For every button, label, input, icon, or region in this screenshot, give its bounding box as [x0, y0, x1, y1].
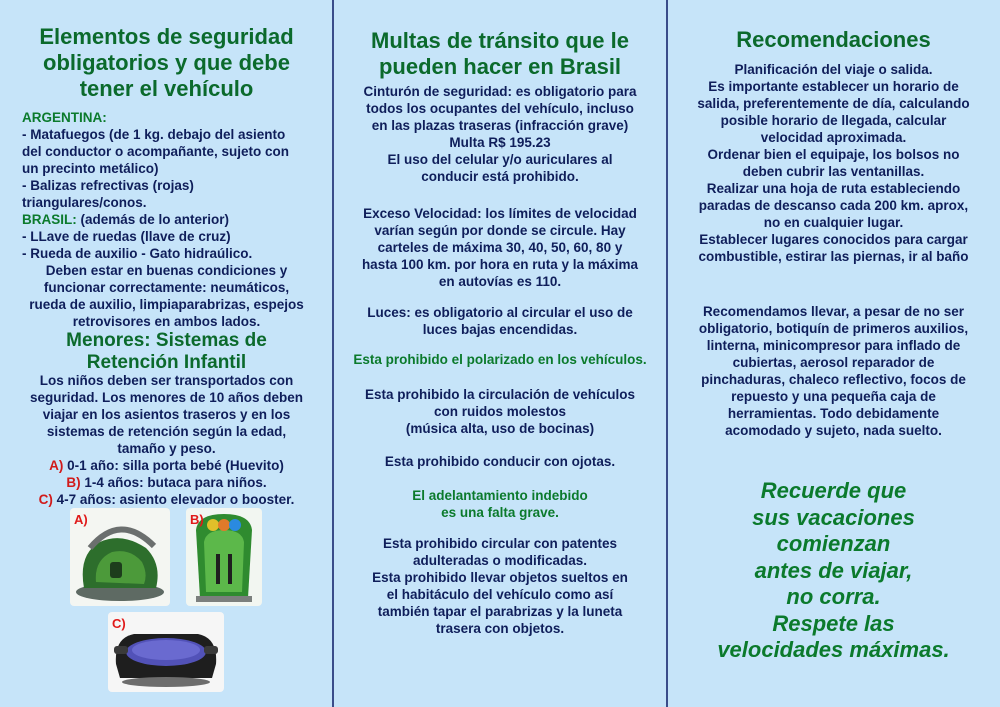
speed-line: en autovías es 110. [438, 274, 562, 289]
plates-line: también tapar el parabrizas y la luneta [377, 604, 623, 619]
overtake-paragraph [333, 487, 667, 521]
carry-line: linterna, minicompresor para inflado de [706, 338, 961, 353]
age-item-a [0, 457, 333, 474]
condition-line: rueda de auxilio, limpiaparabrizas, espejos [29, 297, 304, 312]
speed-paragraph [333, 205, 667, 290]
panel2-title-line: pueden hacer en Brasil [378, 54, 622, 79]
carry-line: cubiertas, aerosol reparador de [732, 355, 935, 370]
noise-line: Esta prohibido la circulación de vehículos [364, 387, 636, 402]
plates-line: Esta prohibido circular con patentes [382, 536, 618, 551]
argentina-line: - Balizas refrectivas (rojas) [22, 178, 194, 193]
age-letter: C) [38, 492, 53, 507]
child-seat-image [186, 508, 262, 606]
overtake-line: es una falta grave. [441, 505, 559, 520]
age-text: 4-7 años: asiento elevador o booster. [52, 492, 295, 507]
seatbelt-line: todos los ocupantes del vehículo, incluso [366, 101, 634, 116]
slogan-line: comienzan [776, 531, 891, 556]
slogan-line: velocidades máximas. [717, 637, 950, 662]
slogan-line: no corra. [786, 584, 881, 609]
carry-paragraph [667, 303, 1000, 439]
seat-label-a: A) [74, 512, 88, 527]
child-paragraph [0, 372, 333, 508]
brasil-suffix: (además de lo anterior) [76, 212, 230, 227]
condition-line: Deben estar en buenas condiciones y [45, 263, 288, 278]
phone-line: conducir está prohibido. [421, 169, 579, 184]
planning-line: no en cualquier lugar. [763, 215, 904, 230]
tint-paragraph [333, 351, 667, 368]
condition-line: funcionar correctamente: neumáticos, [43, 280, 290, 295]
carry-line: herramientas. Todo debidamente [727, 406, 940, 421]
brasil-item: - LLave de ruedas (llave de cruz) [22, 229, 231, 244]
child-line: Los niños deben ser transportados con [39, 373, 294, 388]
planning-line: Realizar una hoja de ruta estableciendo [706, 181, 961, 196]
fine-amount: Multa R$ 195.23 [449, 135, 551, 150]
child-line: sistemas de retención según la edad, [46, 424, 287, 439]
panel-brazil-fines [333, 0, 667, 707]
slogan-line: Recuerde que [760, 478, 907, 503]
carry-line: pinchaduras, chaleco reflectivo, focos de [701, 372, 966, 387]
argentina-line: triangulares/conos. [22, 195, 147, 210]
argentina-line: un precinto metálico) [22, 161, 159, 176]
age-text: 1-4 años: butaca para niños. [80, 475, 267, 490]
seatbelt-line: Cinturón de seguridad: es obligatorio para [363, 84, 637, 99]
panel2-title-line: Multas de tránsito que le [371, 28, 629, 53]
plates-line: Esta prohibido llevar objetos sueltos en [372, 570, 628, 585]
carry-line: repuesto y una pequeña caja de [731, 389, 936, 404]
planning-paragraph [667, 61, 1000, 265]
child-restraint-subtitle [0, 330, 333, 374]
lights-paragraph [333, 304, 667, 338]
age-letter: B) [66, 475, 81, 490]
speed-line: carteles de máxima 30, 40, 50, 60, 80 y [377, 240, 623, 255]
plates-paragraph [333, 535, 667, 637]
seatbelt-line: en las plazas traseras (infracción grave) [371, 118, 629, 133]
brasil-item: - Rueda de auxilio - Gato hidraúlico. [22, 246, 253, 261]
speed-line: varían según por donde se circule. Hay [374, 223, 626, 238]
plates-line: trasera con objetos. [435, 621, 565, 636]
child-line: tamaño y peso. [117, 441, 216, 456]
speed-line: Exceso Velocidad: los límites de velocidad [363, 206, 637, 221]
seat-label-b: B) [190, 512, 204, 527]
tint-line: Esta prohibido el polarizado en los vehículos. [353, 352, 647, 367]
speed-line: hasta 100 km. por hora en ruta y la máxima [361, 257, 639, 272]
subtitle-line: Retención Infantil [86, 352, 247, 373]
age-letter: A) [49, 458, 64, 473]
lights-line: Luces: es obligatorio al circular el uso de [367, 305, 633, 320]
planning-line: Establecer lugares conocidos para cargar [699, 232, 968, 247]
age-item-c [0, 491, 333, 508]
flipflops-paragraph [333, 453, 667, 470]
panel1-title-line: tener el vehículo [79, 76, 254, 101]
panel1-title-line: Elementos de seguridad [39, 24, 294, 49]
planning-line: velocidad aproximada. [760, 130, 907, 145]
flipflops-line: Esta prohibido conducir con ojotas. [384, 454, 616, 469]
plates-line: el habitáculo del vehículo como así [386, 587, 614, 602]
condition-paragraph [0, 262, 333, 330]
noise-line: (música alta, uso de bocinas) [405, 421, 595, 436]
planning-line: salida, preferentemente de día, calculando [697, 96, 970, 111]
child-line: seguridad. Los menores de 10 años deben [29, 390, 304, 405]
required-items-list [22, 109, 289, 262]
planning-line: Ordenar bien el equipaje, los bolsos no [707, 147, 960, 162]
panel3-title: Recomendaciones [736, 27, 931, 52]
planning-line: paradas de descanso cada 200 km. aprox, [698, 198, 969, 213]
planning-line: Planificación del viaje o salida. [734, 62, 933, 77]
child-line: viajar en los asientos traseros y en los [42, 407, 291, 422]
carry-line: Recomendamos llevar, a pesar de no ser [702, 304, 965, 319]
condition-line: retrovisores en ambos lados. [72, 314, 261, 329]
phone-line: El uso del celular y/o auriculares al [387, 152, 613, 167]
panel-safety-elements [0, 0, 333, 707]
panel2-title [333, 28, 667, 80]
argentina-line: del conductor o acompañante, sujeto con [22, 144, 290, 159]
booster-seat-image [108, 612, 224, 692]
planning-line: posible horario de llegada, calcular [720, 113, 947, 128]
lights-line: luces bajas encendidas. [422, 322, 578, 337]
slogan-line: antes de viajar, [754, 557, 913, 583]
panel1-title-line: obligatorios y que debe [43, 50, 290, 75]
infant-carrier-image [70, 508, 170, 606]
carry-line: acomodado y sujeto, nada suelto. [725, 423, 942, 438]
age-item-b [0, 474, 333, 491]
slogan-line: Respete las [772, 610, 895, 636]
closing-slogan [667, 478, 1000, 664]
subtitle-line: Menores: Sistemas de [66, 330, 267, 351]
seatbelt-paragraph [333, 83, 667, 185]
planning-line: combustible, estirar las piernas, ir al baño [698, 249, 969, 264]
panel1-title [0, 24, 333, 102]
brasil-heading: BRASIL: [22, 212, 77, 227]
planning-line: deben cubrir las ventanillas. [742, 164, 925, 179]
slogan-line: sus vacaciones [752, 504, 915, 530]
argentina-line: - Matafuegos (de 1 kg. debajo del asiento [22, 127, 286, 142]
panel-recommendations [667, 0, 1000, 707]
overtake-line: El adelantamiento indebido [412, 488, 588, 503]
seat-label-c: C) [112, 616, 126, 631]
noise-line: con ruidos molestos [433, 404, 567, 419]
noise-paragraph [333, 386, 667, 437]
plates-line: adulteradas o modificadas. [412, 553, 588, 568]
argentina-heading: ARGENTINA: [22, 110, 107, 125]
brasil-line [22, 211, 289, 228]
age-text: 0-1 año: silla porta bebé (Huevito) [63, 458, 284, 473]
carry-line: obligatorio, botiquín de primeros auxilios, [698, 321, 969, 336]
planning-line: Es importante establecer un horario de [708, 79, 959, 94]
